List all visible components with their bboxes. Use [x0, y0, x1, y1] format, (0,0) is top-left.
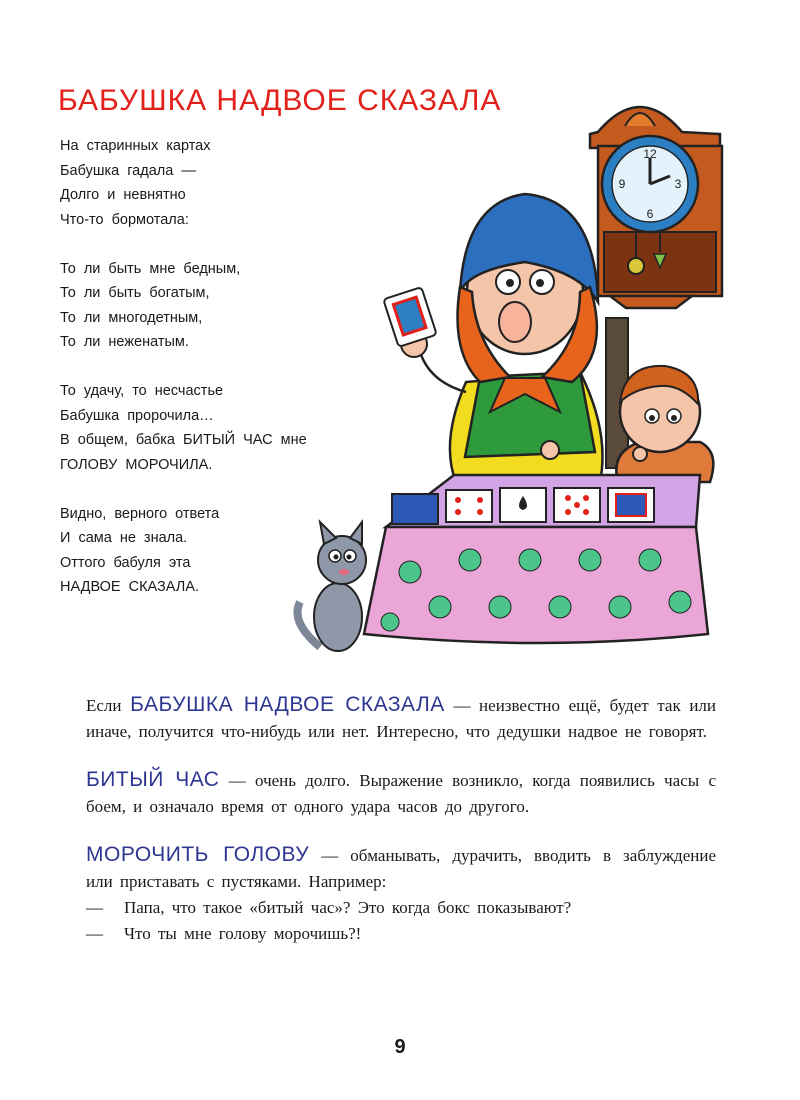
dialogue-dash: — — [86, 898, 103, 917]
playing-cards-icon — [392, 488, 654, 524]
svg-text:12: 12 — [643, 147, 657, 161]
poem-line: На старинных картах — [60, 138, 211, 154]
idiom-term: БАБУШКА НАДВОЕ СКАЗАЛА — [130, 693, 445, 716]
cat-icon — [298, 522, 367, 651]
idiom-definition: — неизвестно ещё, будет так или иначе, получится что-нибудь или нет. Интересно, что дедушки надвое не говорят. — [86, 696, 717, 741]
poem-line: И сама не знала. — [60, 530, 188, 546]
poem-line: Оттого бабуля эта — [60, 554, 191, 571]
explanation-paragraph — [86, 767, 716, 820]
wall-clock-icon — [590, 107, 722, 308]
explanation-paragraph — [86, 842, 716, 947]
dialogue-dash: — — [86, 924, 103, 943]
boy-icon — [616, 366, 713, 482]
poem-line: То ли быть богатым, — [60, 285, 210, 301]
svg-text:9: 9 — [618, 177, 626, 191]
svg-text:6: 6 — [646, 207, 654, 221]
poem-line: НАДВОЕ СКАЗАЛА. — [60, 579, 200, 595]
idiom-definition: — очень долго. Выражение возникло, когда появились часы с боем, и означало время от одного удара часов до другого. — [86, 771, 716, 816]
poem-line: То ли неженатым. — [60, 334, 189, 350]
page-title: БАБУШКА НАДВОЕ СКАЗАЛА — [58, 84, 502, 117]
explanation-paragraph — [86, 692, 716, 745]
poem-line: Долго и невнятно — [60, 187, 186, 203]
dialogue-text: Что ты мне голову морочишь?! — [124, 924, 362, 943]
idiom-definition: — обманывать, дурачить, вводить в заблуждение или приставать с пустяками. Например: — [86, 846, 716, 891]
dialogue-line — [86, 921, 716, 947]
idiom-term: БИТЫЙ ЧАС — [86, 768, 220, 791]
svg-text:3: 3 — [674, 177, 682, 191]
explanations — [86, 692, 716, 947]
poem-line: Видно, верного ответа — [60, 505, 220, 522]
page-number: 9 — [394, 1036, 406, 1058]
grandmother-icon — [383, 194, 628, 482]
illustration — [280, 82, 750, 672]
poem-line: Бабушка пророчила… — [60, 407, 214, 424]
poem-line: То ли многодетным, — [60, 309, 203, 326]
poem-line: ГОЛОВУ МОРОЧИЛА. — [60, 456, 213, 473]
poem-line: То ли быть мне бедным, — [60, 260, 241, 277]
idiom-term: МОРОЧИТЬ ГОЛОВУ — [86, 843, 310, 866]
poem-line: В общем, бабка БИТЫЙ ЧАС мне — [60, 432, 307, 448]
poem-line: Что-то бормотала: — [60, 211, 189, 228]
poem-line: То удачу, то несчастье — [60, 383, 224, 399]
paragraph-lead: Если — [86, 696, 122, 715]
dialogue-line — [86, 895, 716, 921]
dialogue-text: Папа, что такое «битый час»? Это когда бокс показывают? — [124, 898, 572, 917]
poem-line: Бабушка гадала — — [60, 162, 196, 179]
